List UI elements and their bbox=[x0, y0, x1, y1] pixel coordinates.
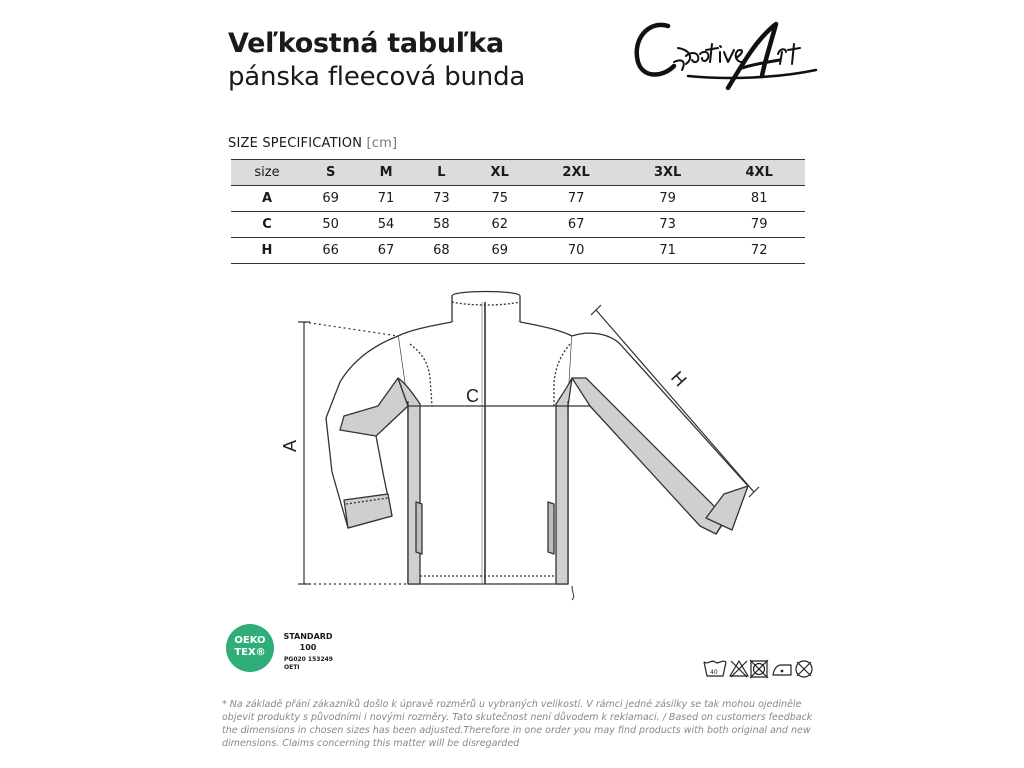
row-label: A bbox=[231, 186, 303, 212]
table-cell: 69 bbox=[469, 238, 530, 264]
col-header-4xl: 4XL bbox=[713, 160, 805, 186]
wash-40-icon bbox=[704, 661, 726, 676]
label-c: C bbox=[466, 386, 479, 406]
size-table bbox=[231, 159, 805, 264]
label-a: A bbox=[280, 439, 300, 452]
iron-low-icon bbox=[773, 665, 791, 675]
table-cell: 50 bbox=[303, 212, 358, 238]
page-title: Veľkostná tabuľka bbox=[228, 28, 504, 59]
spec-heading-label: SIZE SPECIFICATION bbox=[228, 136, 363, 151]
table-cell: 81 bbox=[713, 186, 805, 212]
table-cell: 67 bbox=[530, 212, 622, 238]
col-header-xl: XL bbox=[469, 160, 530, 186]
row-label: H bbox=[231, 238, 303, 264]
certificate-code bbox=[284, 656, 333, 672]
col-header-3xl: 3XL bbox=[622, 160, 714, 186]
standard-line1: STANDARD bbox=[283, 632, 333, 641]
table-cell: 79 bbox=[622, 186, 714, 212]
wash-temperature: 40 bbox=[710, 669, 718, 676]
table-corner: size bbox=[231, 160, 303, 186]
col-header-m: M bbox=[358, 160, 413, 186]
table-cell: 67 bbox=[358, 238, 413, 264]
table-cell: 66 bbox=[303, 238, 358, 264]
no-dry-clean-icon bbox=[796, 661, 812, 677]
jacket-illustration bbox=[326, 292, 748, 601]
disclaimer-text: * Na základě přání zákazníků došlo k úpravě rozměrů u vybraných velikostí. V rámci jedné zásilky se tak mohou ojediněle objevit produkty s původními i novými rozměry. Tato skutečnost není důvodem k reklamaci. / Based on customers feedback the dimensions in chosen sizes has been adjusted.Therefore in one order you may find products with both original and new dimensions. Claims concerning this matter will be disregarded bbox=[222, 699, 813, 749]
table-cell: 75 bbox=[469, 186, 530, 212]
table-cell: 58 bbox=[414, 212, 469, 238]
table-cell: 68 bbox=[414, 238, 469, 264]
table-row-a bbox=[231, 186, 805, 212]
table-row-h bbox=[231, 238, 805, 264]
no-bleach-icon bbox=[730, 661, 748, 677]
oeko-line2: TEX® bbox=[234, 647, 266, 658]
table-cell: 69 bbox=[303, 186, 358, 212]
spec-heading bbox=[228, 136, 397, 151]
no-tumble-dry-icon bbox=[750, 660, 768, 678]
oeko-line1: OEKO bbox=[234, 635, 266, 646]
standard-label bbox=[280, 631, 336, 653]
table-cell: 72 bbox=[713, 238, 805, 264]
table-cell: 71 bbox=[622, 238, 714, 264]
table-row-c bbox=[231, 212, 805, 238]
spec-heading-unit: [cm] bbox=[366, 136, 398, 151]
table-cell: 77 bbox=[530, 186, 622, 212]
jacket-diagram bbox=[280, 282, 780, 612]
creative-art-logo bbox=[628, 18, 818, 90]
table-cell: 70 bbox=[530, 238, 622, 264]
table-cell: 73 bbox=[414, 186, 469, 212]
code-line1: PG020 153249 bbox=[284, 656, 333, 663]
col-header-s: S bbox=[303, 160, 358, 186]
table-cell: 73 bbox=[622, 212, 714, 238]
col-header-l: L bbox=[414, 160, 469, 186]
page-subtitle: pánska fleecová bunda bbox=[228, 62, 526, 92]
code-line2: OETI bbox=[284, 664, 300, 671]
standard-line2: 100 bbox=[299, 643, 317, 652]
table-cell: 54 bbox=[358, 212, 413, 238]
row-label: C bbox=[231, 212, 303, 238]
table-cell: 62 bbox=[469, 212, 530, 238]
oeko-tex-badge bbox=[226, 624, 274, 672]
table-cell: 79 bbox=[713, 212, 805, 238]
care-symbols bbox=[703, 658, 825, 680]
table-header-row bbox=[231, 160, 805, 186]
table-cell: 71 bbox=[358, 186, 413, 212]
col-header-2xl: 2XL bbox=[530, 160, 622, 186]
label-h: H bbox=[667, 367, 691, 391]
